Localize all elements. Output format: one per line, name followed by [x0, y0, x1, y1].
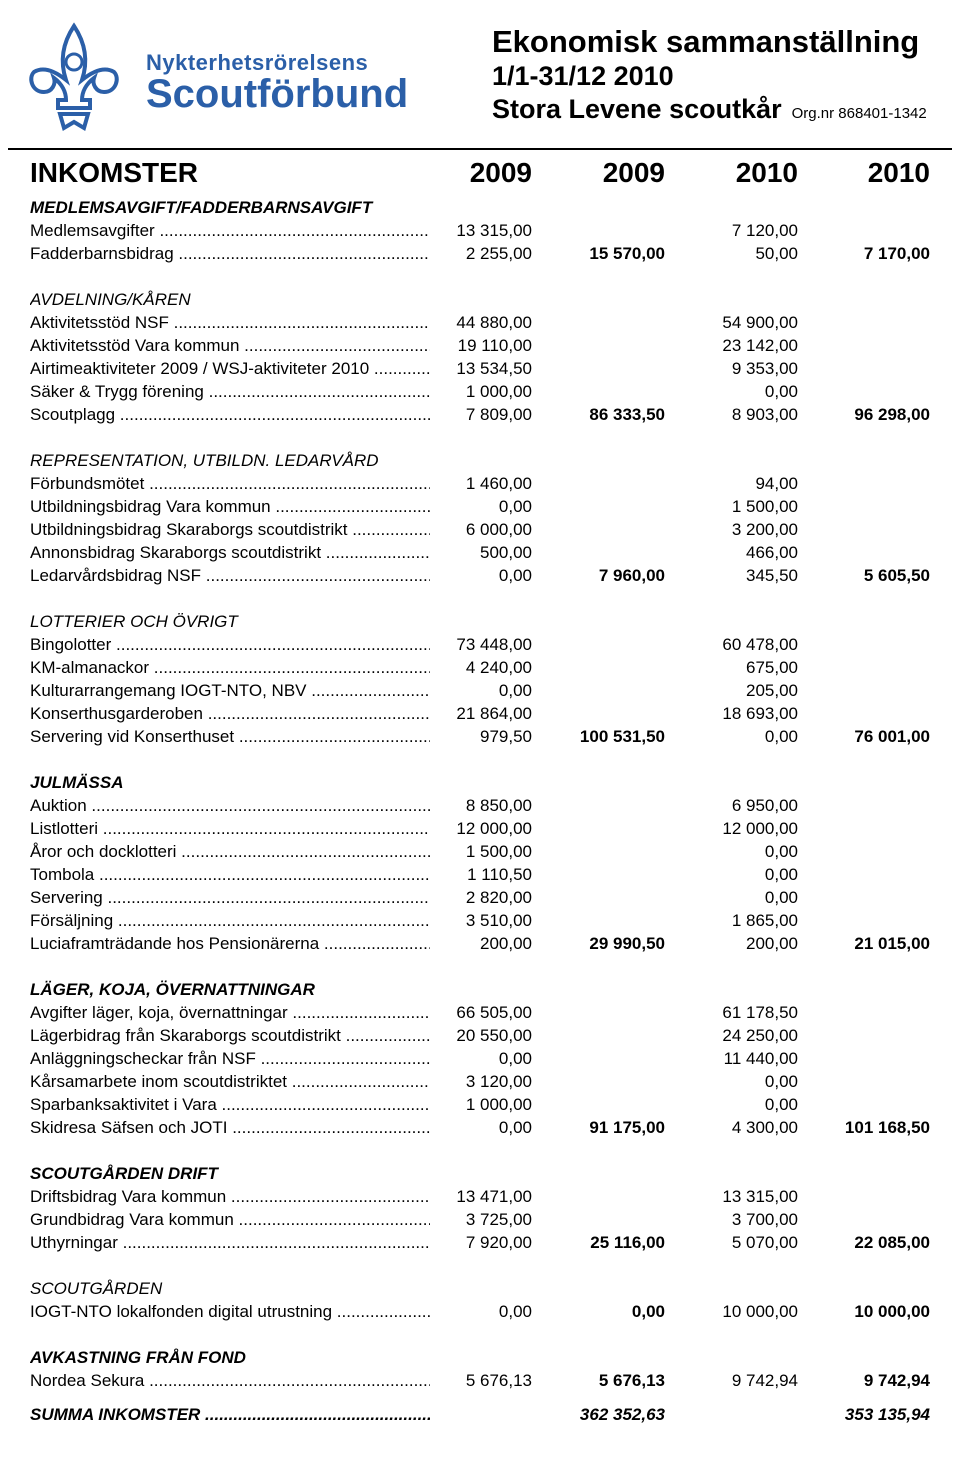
table-row: [0, 679, 960, 702]
section-spacer: [0, 1323, 960, 1346]
table-row: [0, 1116, 960, 1139]
value-2009: 0,00: [498, 1118, 532, 1137]
title-block: [492, 24, 952, 131]
section-title-row: [0, 1277, 960, 1300]
row-label: Auktion .....: [30, 794, 430, 817]
table-row: [0, 334, 960, 357]
table-row: [0, 1001, 960, 1024]
subtotal-2009: 86 333,50: [589, 405, 665, 424]
logo-wordmark: [146, 50, 408, 117]
table-row: [0, 1231, 960, 1254]
year-header: 2009: [469, 157, 532, 188]
value-2010: 9 742,94: [731, 1371, 798, 1390]
value-2010: 23 142,00: [722, 336, 798, 355]
table-row: [0, 311, 960, 334]
section-title-row: [0, 1346, 960, 1369]
subtotal-2010: 76 001,00: [854, 727, 930, 746]
value-2009: 66 505,00: [456, 1003, 532, 1022]
value-2009: 2 255,00: [465, 244, 532, 263]
value-2010: 0,00: [764, 888, 798, 907]
row-label: Bingolotter .....: [30, 633, 430, 656]
value-2009: 0,00: [498, 1302, 532, 1321]
value-2010: 1 865,00: [731, 911, 798, 930]
value-2010: 11 440,00: [723, 1049, 798, 1068]
total-label: SUMMA INKOMSTER .....: [30, 1392, 430, 1438]
value-2009: 7 920,00: [465, 1233, 532, 1252]
value-2010: 60 478,00: [722, 635, 798, 654]
row-label: Scoutplagg .....: [30, 403, 430, 426]
subtotal-2010: 96 298,00: [854, 405, 930, 424]
row-label: Uthyrningar .....: [30, 1231, 430, 1254]
subtotal-2010: 101 168,50: [844, 1118, 930, 1137]
value-2009: 20 550,00: [456, 1026, 532, 1045]
row-label: Skidresa Säfsen och JOTI .....: [30, 1116, 430, 1139]
value-2009: 21 864,00: [456, 704, 532, 723]
row-label: Aktivitetsstöd Vara kommun .....: [30, 334, 430, 357]
subtotal-2010: 9 742,94: [863, 1371, 930, 1390]
value-2009: 0,00: [498, 566, 532, 585]
subtotal-2010: 7 170,00: [863, 244, 930, 263]
year-header: 2010: [735, 157, 798, 188]
table-row: [0, 1093, 960, 1116]
section-title: SCOUTGÅRDEN DRIFT: [30, 1164, 218, 1183]
table-row: [0, 1070, 960, 1093]
subtotal-2009: 15 570,00: [589, 244, 665, 263]
fleur-de-lis-icon: [26, 22, 122, 134]
value-2010: 0,00: [764, 727, 798, 746]
value-2009: 1 460,00: [465, 474, 532, 493]
row-label: Ledarvårdsbidrag NSF .....: [30, 564, 430, 587]
value-2009: 19 110,00: [457, 336, 532, 355]
section-spacer: [0, 265, 960, 288]
value-2010: 0,00: [764, 1095, 798, 1114]
value-2009: 4 240,00: [465, 658, 532, 677]
row-label: Sparbanksaktivitet i Vara .....: [30, 1093, 430, 1116]
document-title: Ekonomisk sammanställning: [492, 24, 920, 59]
row-label: Annonsbidrag Skaraborgs scoutdistrikt .....: [30, 541, 430, 564]
subtotal-2010: 10 000,00: [854, 1302, 930, 1321]
table-row: [0, 633, 960, 656]
row-label: Säker & Trygg förening .....: [30, 380, 430, 403]
subtotal-2009: 5 676,13: [598, 1371, 665, 1390]
table-header-row: [0, 150, 960, 196]
value-2010: 8 903,00: [731, 405, 798, 424]
value-2010: 4 300,00: [731, 1118, 798, 1137]
value-2010: 50,00: [755, 244, 798, 263]
row-label: Nordea Sekura .....: [30, 1369, 430, 1392]
value-2009: 2 820,00: [465, 888, 532, 907]
value-2010: 0,00: [764, 842, 798, 861]
value-2009: 979,50: [480, 727, 532, 746]
value-2009: 500,00: [480, 543, 532, 562]
year-header: 2010: [867, 157, 930, 188]
value-2009: 0,00: [498, 681, 532, 700]
table-row: [0, 219, 960, 242]
row-label: Listlotteri .....: [30, 817, 430, 840]
value-2010: 3 200,00: [731, 520, 798, 539]
row-label: Luciaframträdande hos Pensionärerna .....: [30, 932, 430, 955]
value-2010: 6 950,00: [731, 796, 798, 815]
value-2010: 466,00: [746, 543, 798, 562]
section-spacer: [0, 426, 960, 449]
table-row: [0, 794, 960, 817]
section-title-row: [0, 288, 960, 311]
table-row: [0, 1047, 960, 1070]
value-2010: 3 700,00: [731, 1210, 798, 1229]
table-row: [0, 932, 960, 955]
value-2009: 12 000,00: [456, 819, 532, 838]
value-2009: 1 110,50: [467, 865, 532, 884]
document-period: 1/1-31/12 2010: [492, 61, 674, 91]
row-label: Utbildningsbidrag Vara kommun .....: [30, 495, 430, 518]
value-2009: 5 676,13: [465, 1371, 532, 1390]
table-row: [0, 886, 960, 909]
subtotal-2010: 21 015,00: [854, 934, 930, 953]
value-2010: 205,00: [746, 681, 798, 700]
subtotal-2009: 29 990,50: [589, 934, 665, 953]
value-2010: 0,00: [764, 1072, 798, 1091]
section-spacer: [0, 748, 960, 771]
value-2009: 8 850,00: [465, 796, 532, 815]
value-2010: 18 693,00: [722, 704, 798, 723]
row-label: Konserthusgarderoben .....: [30, 702, 430, 725]
table-row: [0, 541, 960, 564]
subtotal-2010: 22 085,00: [854, 1233, 930, 1252]
subtotal-2009: 100 531,50: [579, 727, 665, 746]
organization-number: Org.nr 868401-1342: [791, 105, 927, 122]
row-label: Kulturarrangemang IOGT-NTO, NBV .....: [30, 679, 430, 702]
logo-line-2: Scoutförbund: [146, 72, 409, 116]
value-2009: 0,00: [498, 1049, 532, 1068]
section-title: MEDLEMSAVGIFT/FADDERBARNSAVGIFT: [30, 198, 373, 217]
row-label: IOGT-NTO lokalfonden digital utrustning .....: [30, 1300, 430, 1323]
row-label: Utbildningsbidrag Skaraborgs scoutdistrikt .....: [30, 518, 430, 541]
value-2010: 7 120,00: [731, 221, 798, 240]
value-2010: 0,00: [764, 382, 798, 401]
table-row: [0, 656, 960, 679]
table-row: [0, 472, 960, 495]
section-spacer: [0, 955, 960, 978]
value-2009: 1 000,00: [465, 382, 532, 401]
value-2009: 13 315,00: [456, 221, 532, 240]
row-label: Avgifter läger, koja, övernattningar .....: [30, 1001, 430, 1024]
value-2010: 9 353,00: [731, 359, 798, 378]
value-2010: 5 070,00: [731, 1233, 798, 1252]
row-label: Grundbidrag Vara kommun .....: [30, 1208, 430, 1231]
table-row: [0, 242, 960, 265]
table-row: [0, 357, 960, 380]
section-spacer: [0, 1254, 960, 1277]
row-label: KM-almanackor .....: [30, 656, 430, 679]
organization-name: Stora Levene scoutkår: [492, 94, 782, 124]
table-row: [0, 817, 960, 840]
subtotal-2010: 5 605,50: [863, 566, 930, 585]
value-2010: 54 900,00: [722, 313, 798, 332]
table-row: [0, 1369, 960, 1392]
value-2010: 12 000,00: [722, 819, 798, 838]
section-title-row: [0, 196, 960, 219]
value-2009: 13 534,50: [456, 359, 532, 378]
subtotal-2009: 0,00: [631, 1302, 665, 1321]
value-2009: 1 000,00: [465, 1095, 532, 1114]
row-label: Aktivitetsstöd NSF .....: [30, 311, 430, 334]
section-spacer: [0, 587, 960, 610]
table-row: [0, 840, 960, 863]
value-2009: 7 809,00: [465, 405, 532, 424]
table-row: [0, 1300, 960, 1323]
row-label: Fadderbarnsbidrag .....: [30, 242, 430, 265]
section-title-row: [0, 771, 960, 794]
row-label: Kårsamarbete inom scoutdistriktet .....: [30, 1070, 430, 1093]
value-2010: 345,50: [746, 566, 798, 585]
row-label: Anläggningscheckar från NSF .....: [30, 1047, 430, 1070]
table-row: [0, 403, 960, 426]
organization-line: [492, 92, 952, 131]
total-row: [0, 1392, 960, 1438]
value-2009: 0,00: [498, 497, 532, 516]
value-2010: 24 250,00: [722, 1026, 798, 1045]
value-2010: 1 500,00: [731, 497, 798, 516]
table-heading: INKOMSTER: [30, 157, 198, 188]
value-2010: 94,00: [755, 474, 798, 493]
table-row: [0, 495, 960, 518]
row-label: Servering .....: [30, 886, 430, 909]
value-2009: 1 500,00: [465, 842, 532, 861]
table-row: [0, 518, 960, 541]
section-title: AVKASTNING FRÅN FOND: [30, 1348, 246, 1367]
table-row: [0, 1185, 960, 1208]
section-title: REPRESENTATION, UTBILDN. LEDARVÅRD: [30, 451, 379, 470]
value-2009: 3 120,00: [465, 1072, 532, 1091]
table-row: [0, 564, 960, 587]
row-label: Airtimeaktiviteter 2009 / WSJ-aktiviteter 2010 .....: [30, 357, 430, 380]
table-row: [0, 1208, 960, 1231]
total-2010: 353 135,94: [844, 1405, 930, 1424]
table-row: [0, 1024, 960, 1047]
section-title: SCOUTGÅRDEN: [30, 1279, 163, 1298]
subtotal-2009: 91 175,00: [589, 1118, 665, 1137]
section-title-row: [0, 978, 960, 1001]
value-2009: 3 510,00: [465, 911, 532, 930]
table-row: [0, 725, 960, 748]
year-header: 2009: [602, 157, 665, 188]
page-header: [0, 0, 960, 150]
section-title-row: [0, 610, 960, 633]
row-label: Driftsbidrag Vara kommun .....: [30, 1185, 430, 1208]
section-title: JULMÄSSA: [30, 773, 124, 792]
table-row: [0, 380, 960, 403]
table-row: [0, 702, 960, 725]
subtotal-2009: 25 116,00: [590, 1233, 665, 1252]
row-label: Lägerbidrag från Skaraborgs scoutdistrikt .....: [30, 1024, 430, 1047]
value-2010: 13 315,00: [722, 1187, 798, 1206]
organization-logo: [26, 22, 409, 142]
value-2009: 3 725,00: [465, 1210, 532, 1229]
section-title: LOTTERIER OCH ÖVRIGT: [30, 612, 238, 631]
section-title: AVDELNING/KÅREN: [30, 290, 191, 309]
value-2010: 675,00: [746, 658, 798, 677]
value-2009: 44 880,00: [456, 313, 532, 332]
value-2009: 13 471,00: [456, 1187, 532, 1206]
value-2009: 6 000,00: [465, 520, 532, 539]
row-label: Förbundsmötet .....: [30, 472, 430, 495]
value-2010: 10 000,00: [722, 1302, 798, 1321]
section-title-row: [0, 1162, 960, 1185]
row-label: Servering vid Konserthuset .....: [30, 725, 430, 748]
logo-line-1: Nykterhetsrörelsens: [146, 50, 369, 75]
total-2009: 362 352,63: [579, 1405, 665, 1424]
row-label: Tombola .....: [30, 863, 430, 886]
table-row: [0, 909, 960, 932]
value-2009: 200,00: [480, 934, 532, 953]
row-label: Medlemsavgifter .....: [30, 219, 430, 242]
value-2010: 0,00: [764, 865, 798, 884]
value-2010: 61 178,50: [722, 1003, 798, 1022]
income-table: [0, 150, 960, 1438]
section-title-row: [0, 449, 960, 472]
row-label: Åror och docklotteri .....: [30, 840, 430, 863]
value-2010: 200,00: [746, 934, 798, 953]
section-spacer: [0, 1139, 960, 1162]
table-row: [0, 863, 960, 886]
value-2009: 73 448,00: [456, 635, 532, 654]
section-title: LÄGER, KOJA, ÖVERNATTNINGAR: [30, 980, 315, 999]
row-label: Försäljning .....: [30, 909, 430, 932]
subtotal-2009: 7 960,00: [598, 566, 665, 585]
